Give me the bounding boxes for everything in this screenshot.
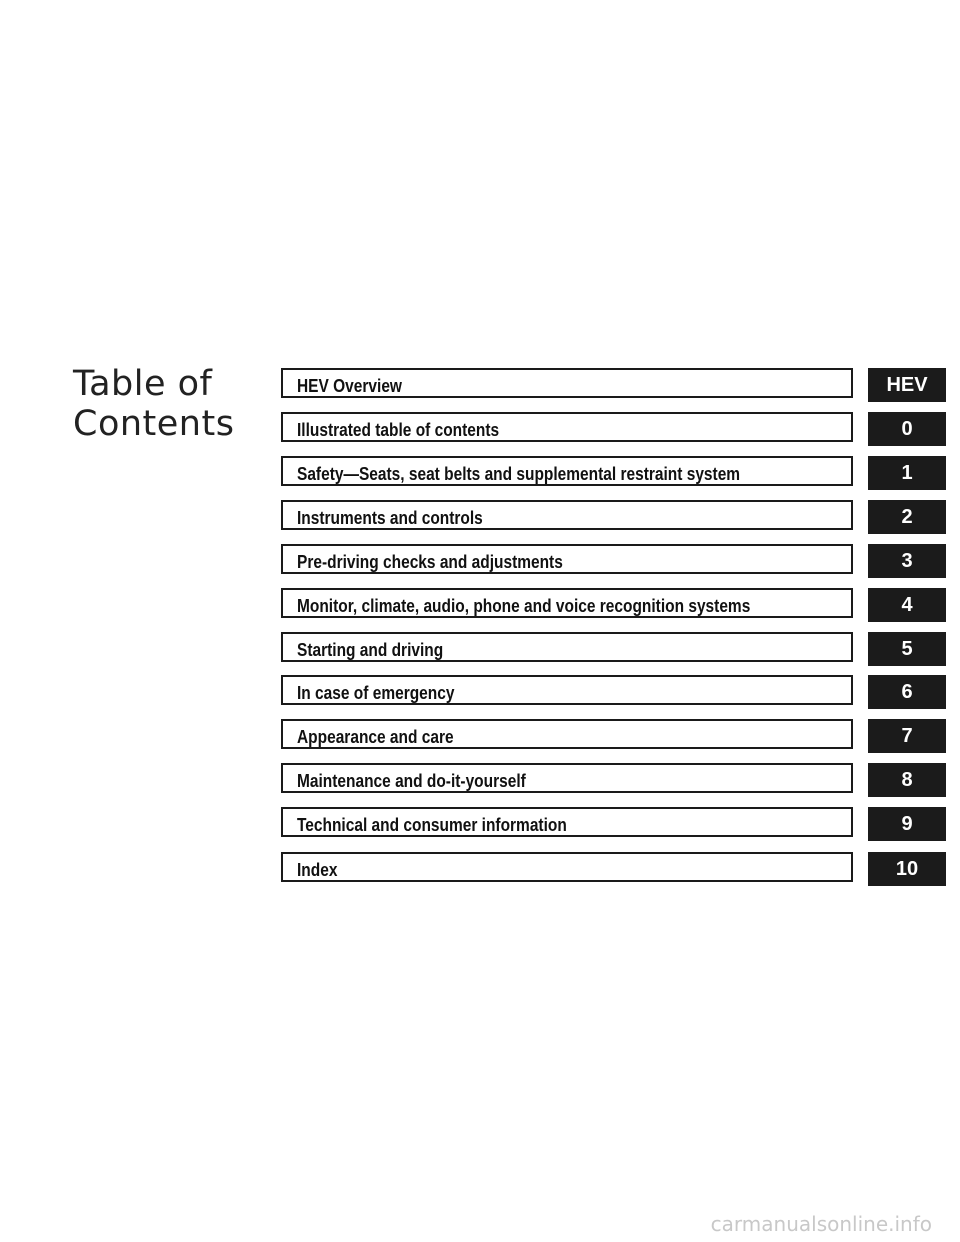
page-title-line-2: Contents	[73, 404, 235, 444]
toc-entry-index[interactable]	[281, 852, 853, 882]
toc-entry-hev-overview[interactable]	[281, 368, 853, 398]
toc-entry-label: Starting and driving	[297, 640, 444, 660]
section-tab-9[interactable]: 9	[868, 807, 946, 841]
toc-entry-appearance-care[interactable]	[281, 719, 853, 749]
section-tab-5[interactable]: 5	[868, 632, 946, 666]
toc-entry-instruments[interactable]	[281, 500, 853, 530]
toc-row-4	[281, 588, 946, 622]
toc-entry-label: Technical and consumer information	[297, 815, 567, 835]
toc-row-5	[281, 632, 946, 666]
toc-row-7	[281, 719, 946, 753]
toc-entry-emergency[interactable]	[281, 675, 853, 705]
toc-row-6	[281, 675, 946, 709]
toc-row-2	[281, 500, 946, 534]
toc-entry-label: Monitor, climate, audio, phone and voice recognition systems	[297, 596, 751, 616]
toc-entry-label: Appearance and care	[297, 727, 454, 747]
page-title-line-1: Table of	[73, 364, 213, 404]
toc-entry-label: Safety—Seats, seat belts and supplemental restraint system	[297, 464, 741, 484]
toc-entry-label: In case of emergency	[297, 683, 455, 703]
section-tab-6[interactable]: 6	[868, 675, 946, 709]
section-tab-8[interactable]: 8	[868, 763, 946, 797]
page-title	[73, 364, 234, 444]
toc-row-0	[281, 412, 946, 446]
watermark: carmanualsonline.info	[710, 1212, 932, 1236]
section-tab-0[interactable]: 0	[868, 412, 946, 446]
toc-entry-label: Illustrated table of contents	[297, 420, 500, 440]
section-tab-2[interactable]: 2	[868, 500, 946, 534]
toc-entry-safety[interactable]	[281, 456, 853, 486]
toc-row-8	[281, 763, 946, 797]
section-tab-hev[interactable]: HEV	[868, 368, 946, 402]
toc-entry-illustrated-contents[interactable]	[281, 412, 853, 442]
toc-entry-label: Index	[297, 860, 338, 880]
toc-entry-label: Maintenance and do-it-yourself	[297, 771, 526, 791]
toc-row-10	[281, 852, 946, 886]
toc-entry-starting-driving[interactable]	[281, 632, 853, 662]
toc-entry-maintenance[interactable]	[281, 763, 853, 793]
section-tab-3[interactable]: 3	[868, 544, 946, 578]
toc-entry-monitor-climate-audio[interactable]	[281, 588, 853, 618]
toc-row-1	[281, 456, 946, 490]
toc-entry-pre-driving[interactable]	[281, 544, 853, 574]
toc-row-9	[281, 807, 946, 841]
toc-entry-label: Instruments and controls	[297, 508, 483, 528]
toc-row-hev	[281, 368, 946, 402]
section-tab-1[interactable]: 1	[868, 456, 946, 490]
toc-entry-label: HEV Overview	[297, 376, 402, 396]
section-tab-10[interactable]: 10	[868, 852, 946, 886]
toc-entry-label: Pre-driving checks and adjustments	[297, 552, 563, 572]
section-tab-4[interactable]: 4	[868, 588, 946, 622]
section-tab-7[interactable]: 7	[868, 719, 946, 753]
toc-entry-technical-info[interactable]	[281, 807, 853, 837]
toc-row-3	[281, 544, 946, 578]
